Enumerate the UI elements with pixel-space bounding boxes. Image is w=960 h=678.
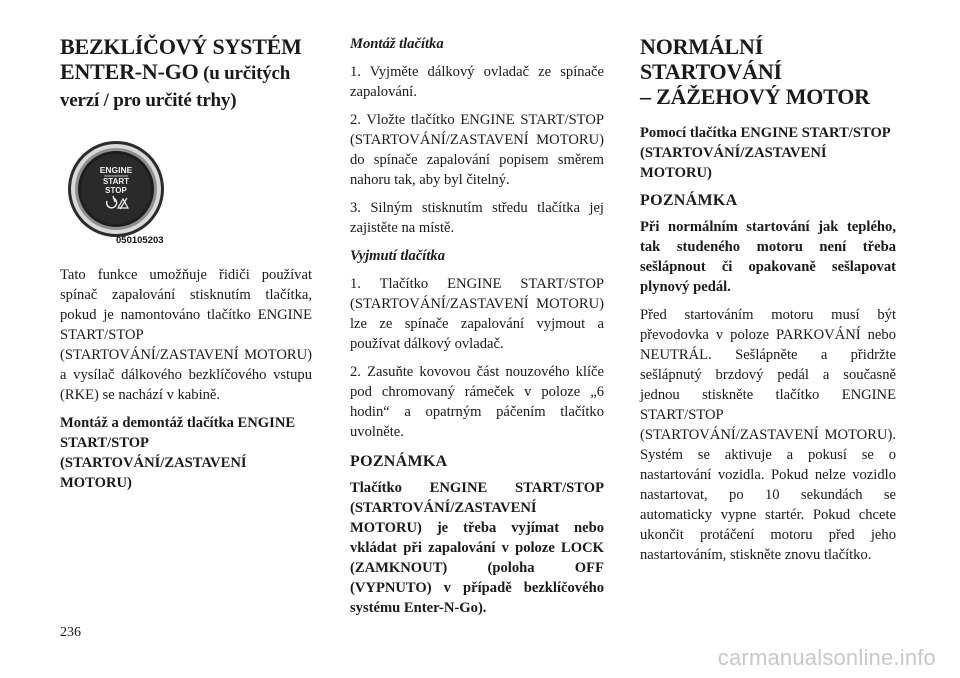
start-button-heading: Pomocí tlačítka ENGINE START/STOP (STARTOVÁNÍ/ZASTAVENÍ MOTORU) bbox=[640, 125, 890, 181]
install-remove-heading: Montáž a demontáž tlačítka ENGINE START/STOP (STARTOVÁNÍ/ZASTAVENÍ MOTORU) bbox=[60, 415, 296, 491]
title-line-1: NORMÁLNÍ STARTOVÁNÍ bbox=[640, 34, 782, 84]
title-line-2: – ZÁŽEHOVÝ MOTOR bbox=[640, 84, 870, 109]
engine-start-stop-figure bbox=[66, 139, 176, 249]
removal-subheading: Vyjmutí tlačítka bbox=[350, 248, 445, 264]
button-text-stop: STOP bbox=[105, 186, 127, 195]
start-paragraph: Před startováním motoru musí být převodovka v poloze PARKOVÁNÍ nebo NEUTRÁL. Sešlápněte a přidržte sešlápnutý brzdový pedál a současně jednou stiskněte tlačítko ENGINE START/STOP (STARTOVÁNÍ/ZASTAVENÍ MOTORU). Systém se aktivuje a pokusí se o nastartování vozidla. Pokud nelze vozidlo nastartovat, po 10 sekundách se automaticky vypne startér. Pokud chcete ukončit protáčení motoru před jeho nastartováním, stiskněte znovu tlačítko. bbox=[640, 307, 896, 563]
title-line-2b: (u určitých bbox=[198, 63, 291, 84]
button-text-start: START bbox=[102, 177, 130, 186]
removal-step-2: 2. Zasuňte kovovou část nouzového klíče pod chromovaný rámeček v poloze „6 hodin“ a opatrným páčením tlačítko uvolněte. bbox=[350, 364, 604, 440]
install-step-1: 1. Vyjměte dálkový ovladač ze spínače zapalování. bbox=[350, 64, 604, 100]
note-text: Při normálním startování jak teplého, tak studeného motoru není třeba sešlápnout či opakovaně sešlapovat plynový pedál. bbox=[640, 219, 896, 295]
removal-step-1: 1. Tlačítko ENGINE START/STOP (STARTOVÁNÍ/ZASTAVENÍ MOTORU) lze ze spínače zapalování vyjmout a používat dálkový ovladač. bbox=[350, 276, 604, 352]
engine-button-icon bbox=[66, 139, 166, 239]
right-column bbox=[640, 34, 896, 573]
install-step-3: 3. Silným stisknutím středu tlačítka jej zajistěte na místě. bbox=[350, 200, 604, 236]
page-number: 236 bbox=[60, 625, 81, 640]
install-subheading: Montáž tlačítka bbox=[350, 36, 444, 52]
title-line-3: verzí / pro určité trhy) bbox=[60, 90, 237, 111]
section-title-normal-start bbox=[640, 34, 896, 109]
watermark: carmanualsonline.info bbox=[717, 645, 936, 670]
note-title: POZNÁMKA bbox=[640, 192, 738, 209]
left-column bbox=[60, 34, 312, 501]
note-title: POZNÁMKA bbox=[350, 453, 448, 470]
section-title-enter-n-go bbox=[60, 34, 312, 113]
install-step-2: 2. Vložte tlačítko ENGINE START/STOP (STARTOVÁNÍ/ZASTAVENÍ MOTORU) do spínače zapalování popisem směrem nahoru tak, aby byl čitelný. bbox=[350, 112, 604, 188]
note-text: Tlačítko ENGINE START/STOP (STARTOVÁNÍ/ZASTAVENÍ MOTORU) je třeba vyjímat nebo vkládat při zapalování v poloze LOCK (ZAMKNOUT) (poloha OFF (VYPNUTO) v případě bezklíčového systému Enter-N-Go). bbox=[350, 480, 604, 616]
title-line-1: BEZKLÍČOVÝ SYSTÉM bbox=[60, 34, 302, 59]
button-text-engine: ENGINE bbox=[99, 165, 133, 175]
intro-paragraph: Tato funkce umožňuje řidiči používat spínač zapalování stisknutím tlačítka, pokud je namontováno tlačítko ENGINE START/STOP (STARTOVÁNÍ/ZASTAVENÍ MOTORU) a vysílač dálkového bezklíčového vstupu (RKE) se nachází v kabině. bbox=[60, 267, 312, 403]
middle-column bbox=[350, 34, 604, 626]
figure-code: 050105203 bbox=[116, 235, 164, 246]
title-line-2a: ENTER-N-GO bbox=[60, 59, 199, 84]
